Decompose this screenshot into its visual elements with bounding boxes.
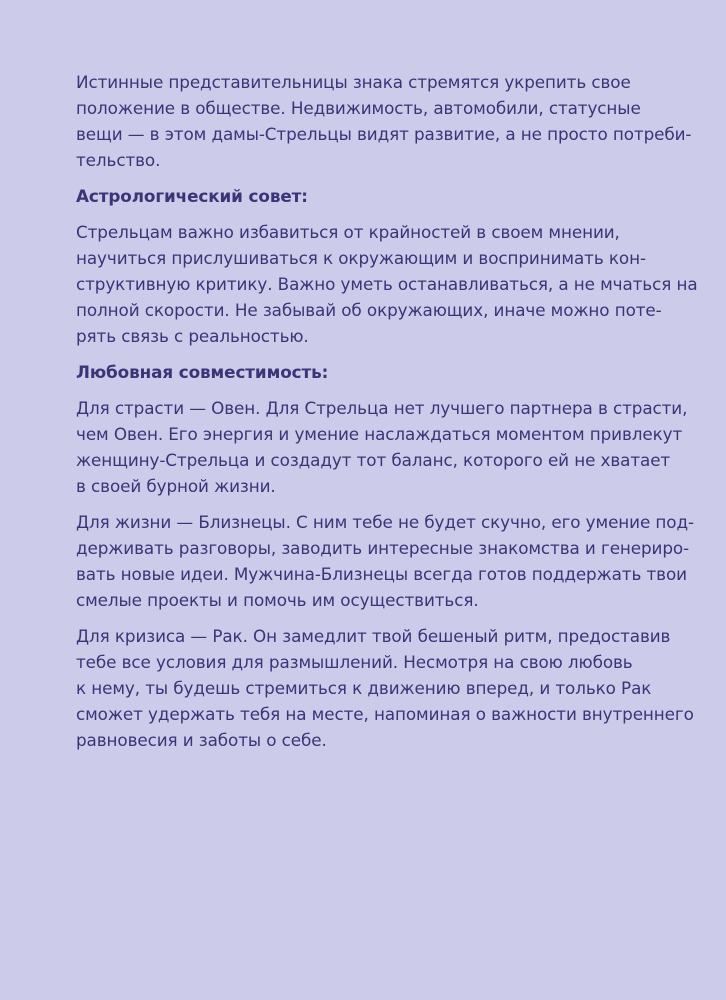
text-line: сможет удержать тебя на месте, напоминая о важности внутреннего <box>76 704 694 724</box>
text-line: вещи — в этом дамы-Стрельцы видят развитие, а не просто потреби- <box>76 124 692 144</box>
text-line: к нему, ты будешь стремиться к движению вперед, и только Рак <box>76 678 652 698</box>
text-line: тельство. <box>76 150 161 170</box>
text-line: держивать разговоры, заводить интересные знакомства и генериро- <box>76 538 690 558</box>
text-line: вать новые идеи. Мужчина-Близнецы всегда готов поддержать твои <box>76 564 687 584</box>
text-line: Истинные представительницы знака стремятся укрепить свое <box>76 72 631 92</box>
paragraph-social-status <box>76 69 696 173</box>
text-line: структивную критику. Важно уметь останавливаться, а не мчаться на <box>76 274 698 294</box>
text-line: положение в обществе. Недвижимость, автомобили, статусные <box>76 98 641 118</box>
paragraph-gap <box>76 385 696 395</box>
text-line: чем Овен. Его энергия и умение наслаждаться моментом привлекут <box>76 424 683 444</box>
text-line: Стрельцам важно избавиться от крайностей в своем мнении, <box>76 222 620 242</box>
paragraph-gap <box>76 209 696 219</box>
text-line: Для жизни — Близнецы. С ним тебе не будет скучно, его умение под- <box>76 512 694 532</box>
text-line: женщину-Стрельца и создадут тот баланс, которого ей не хватает <box>76 450 671 470</box>
text-line: в своей бурной жизни. <box>76 476 276 496</box>
text-line: тебе все условия для размышлений. Несмотря на свою любовь <box>76 652 633 672</box>
text-line: Для страсти — Овен. Для Стрельца нет лучшего партнера в страсти, <box>76 398 688 418</box>
paragraph-gap <box>76 613 696 623</box>
paragraph-passion <box>76 395 696 499</box>
paragraph-gap <box>76 499 696 509</box>
heading-love-compatibility: Любовная совместимость: <box>76 362 329 382</box>
paragraph-life <box>76 509 696 613</box>
paragraph-advice <box>76 219 696 349</box>
text-line: смелые проекты и помочь им осуществиться. <box>76 590 479 610</box>
paragraph-crisis <box>76 623 696 753</box>
page-content <box>76 69 696 753</box>
paragraph-gap <box>76 173 696 183</box>
heading-astrological-advice: Астрологический совет: <box>76 186 308 206</box>
text-line: равновесия и заботы о себе. <box>76 730 327 750</box>
text-line: научиться прислушиваться к окружающим и воспринимать кон- <box>76 248 646 268</box>
text-line: рять связь с реальностью. <box>76 326 309 346</box>
paragraph-gap <box>76 349 696 359</box>
text-line: Для кризиса — Рак. Он замедлит твой бешеный ритм, предоставив <box>76 626 671 646</box>
text-line: полной скорости. Не забывай об окружающих, иначе можно поте- <box>76 300 662 320</box>
